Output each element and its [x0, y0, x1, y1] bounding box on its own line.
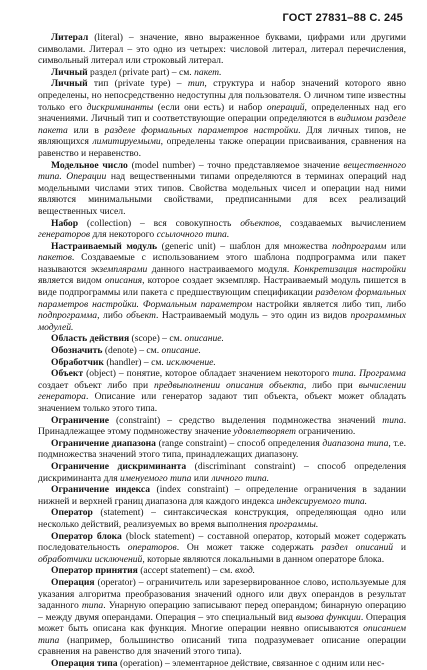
italic-term: объектов [240, 217, 280, 229]
term: Литерал [51, 32, 89, 43]
entry-text: , которые являются локальными в данном операторе блока. [142, 553, 385, 565]
italic-term: типа. Программа [332, 368, 406, 380]
italic-term: вход. [234, 565, 256, 577]
glossary-entry [38, 484, 406, 507]
italic-term: разделом формальных параметров настройки. Формальным параметром [38, 287, 406, 310]
entry-text: (statement) – синтаксическая конструкция, определяющая одно или несколько действий, реализуемых во время выполнения [38, 507, 406, 530]
italic-term: раздел описаний [321, 542, 394, 554]
term: Операция типа [51, 658, 118, 670]
italic-term: генераторов [38, 229, 91, 241]
glossary-entry [38, 160, 406, 218]
italic-term: операторов [127, 542, 177, 554]
italic-term: типа [81, 600, 104, 612]
entry-text: (constraint) – средство выделения подмножества значений [109, 414, 383, 426]
glossary-entry [38, 357, 406, 369]
entry-text: является видом [38, 275, 105, 287]
entry-text: , структура и набор значений которого явно определены, но непосредственно недоступны для пользователя. О личном типе известны только его [38, 78, 406, 113]
entry-text: (model number) – точно представляемое значение [127, 159, 344, 171]
entry-text: . Операция может быть описана как функция. Многие операции неявно описываются [38, 611, 406, 635]
italic-term: типа [382, 414, 404, 426]
glossary-entry [38, 531, 406, 566]
italic-term: предвыполнении описания объекта [154, 379, 304, 391]
entry-text: (handler) – см. [103, 356, 167, 368]
entry-text: (range constraint) – способ определения [155, 437, 323, 449]
glossary-entry [38, 333, 406, 345]
glossary-entry [38, 507, 406, 530]
italic-term: пакетов [38, 252, 72, 264]
italic-term: описания [104, 275, 143, 287]
glossary-entry [38, 345, 406, 357]
entry-text: создает объект либо при [38, 379, 155, 391]
entry-text: или [386, 240, 406, 252]
entry-text: (discriminant constraint) – способ определения дискриминанта для [38, 460, 406, 484]
italic-term: подпрограмм [332, 240, 387, 252]
term: Личный [51, 66, 88, 78]
italic-term: исключение. [166, 356, 216, 368]
italic-term: программы. [269, 518, 319, 530]
entry-text: раздел (private part) – см. [87, 66, 195, 78]
entry-text: . Унарную операцию записывают перед операндом; бинарную операцию – между двумя операндами. Операция – это специальный вид [38, 600, 406, 623]
italic-term: видимом разделе пакета [38, 113, 406, 136]
italic-term: вычислении генератора [38, 379, 407, 403]
entry-text: . Принадлежащее этому подмножеству значение [38, 414, 406, 438]
entry-text: для некоторого [90, 229, 157, 241]
entry-text: (generic unit) – шаблон для множества [157, 240, 333, 252]
entry-text: (operation) – элементарное действие, связанное с одним или нес- [117, 658, 385, 670]
entry-text: , определенных над его значениями. Личный тип и соответствующие операции определяются в [38, 101, 406, 125]
italic-term: разделе формальных параметров настройки [104, 124, 299, 136]
term: Область действия [51, 333, 130, 345]
entry-text: и [393, 542, 406, 554]
entry-text: тип (private type) – [87, 78, 188, 90]
term: Оператор блока [51, 530, 122, 542]
italic-term: вещественного типа. Операции [38, 159, 406, 183]
term: Ограничение индекса [51, 484, 151, 496]
glossary-entry [38, 658, 406, 670]
entry-text: (block statement) – составной оператор, который может содержать последовательность [38, 530, 406, 554]
entry-text: данного настраиваемого модуля. [147, 263, 294, 275]
italic-term: именуемого типа [120, 472, 192, 484]
glossary-entry [38, 438, 406, 461]
italic-term: тип [187, 78, 205, 90]
term: Ограничение диапазона [51, 437, 156, 449]
term: Личный [51, 78, 88, 90]
entry-text: . Для личных типов, не являющихся [38, 124, 406, 148]
term: Набор [51, 217, 79, 229]
entry-text: . Описание или генератор задают тип объекта, объект может обладать значением только этого типа. [38, 391, 406, 414]
entry-text: (например, большинство описаний типа подразумевает описание операции сравнения на равенство для значений этого типа). [38, 634, 406, 658]
entry-text: . Настраиваемый модуль – это один из видов [155, 310, 351, 322]
entry-text: (operator) – ограничитель или зарезервированное слово, используемые для указания алгоритма преобразования значений одного или двух операндов в результат заданного [38, 576, 406, 612]
entry-text: (index constraint) – определение ограничения в задании нижней и верхней границ диапазона для каждого индекса [38, 484, 406, 507]
entry-text: , т.е. подмножества значений этого типа, принадлежащих диапазону. [38, 437, 406, 461]
entry-text: . Он может также содержать [176, 542, 322, 554]
italic-term: описание. [184, 333, 224, 345]
term: Ограничение [51, 414, 109, 426]
entry-text: или [191, 472, 212, 484]
entry-text: настройки является либо тип, либо [252, 298, 406, 310]
term: Обозначить [51, 345, 103, 357]
glossary-entry [38, 368, 406, 414]
italic-term: пакет. [194, 66, 222, 78]
term: Оператор [51, 507, 93, 519]
italic-term: вызова функции [295, 611, 361, 623]
document-body [38, 32, 406, 670]
italic-term: лимитируемыми [92, 136, 161, 148]
entry-text: (object) – понятие, которое обладает значением некоторого [83, 368, 333, 380]
page-header: ГОСТ 27831–88 С. 245 [282, 12, 403, 24]
term: Объект [51, 368, 84, 380]
entry-text: (если они есть) и набор [153, 101, 267, 113]
glossary-entry [38, 461, 406, 484]
entry-text: (accept statement) – см. [137, 565, 235, 577]
term: Ограничение дискриминанта [51, 460, 187, 472]
italic-term: объект [126, 310, 156, 322]
entry-text: , создаваемых вычислением [279, 217, 407, 229]
entry-text: (literal) – значение, явно выраженное буквами, цифрами или другими символами. Литерал – это одно из четырех: числовой литерал, литерал перечисления, символьный литерал или строковый литерал. [38, 32, 406, 67]
italic-term: описание. [161, 345, 201, 357]
glossary-entry [38, 415, 406, 438]
glossary-entry [38, 565, 406, 577]
italic-term: операций [266, 101, 305, 113]
entry-text: или в [67, 124, 105, 136]
term: Модельное число [51, 159, 128, 171]
entry-text: (scope) – см. [129, 333, 185, 345]
entry-text: над вещественными типами определяются в терминах операций над модельными числами этих типов. Свойства модельных чисел и операции над ними являются минимальными свойствами, предписанными для всех реализаций вещественных чисел. [38, 171, 406, 217]
italic-term: программных модулей. [38, 310, 407, 333]
italic-term: Конкретизация настройки [293, 263, 407, 275]
entry-text: , либо при [303, 379, 359, 391]
term: Настраиваемый модуль [51, 240, 158, 252]
italic-term: удовлетворяет [233, 426, 296, 438]
italic-term: дискриминанты [86, 101, 154, 113]
entry-text: , либо [97, 310, 127, 322]
glossary-entry [38, 577, 406, 658]
term: Операция [51, 576, 95, 588]
glossary-entry [38, 78, 406, 159]
entry-text: , которое создает экземпляр. Настраиваемый модуль пишется в виде подпрограммы или пакета с предшествующим спецификации [38, 275, 406, 299]
entry-text: . Создаваемые с использованием этого шаблона подпрограмма или пакет называются [38, 252, 406, 275]
italic-term: экземплярами [90, 263, 148, 275]
entry-text: ограничению. [295, 426, 356, 438]
italic-term: описанием типа [38, 623, 406, 646]
italic-term: личного типа. [211, 472, 270, 484]
italic-term: индексируемого типа. [276, 495, 368, 507]
entry-text: (collection) – вся совокупность [78, 217, 241, 229]
italic-term: подпрограмма [38, 310, 98, 322]
italic-term: ссылочного типа. [156, 229, 230, 241]
glossary-entry [38, 241, 406, 334]
term: Оператор принятия [51, 565, 138, 577]
entry-text: , определены также операции присваивания, сравнения на равенство и неравенство. [38, 136, 407, 159]
glossary-entry [38, 32, 406, 67]
italic-term: обработчики исключений [38, 553, 143, 565]
glossary-entry [38, 218, 406, 241]
glossary-entry [38, 67, 406, 79]
italic-term: диапазона типа [322, 437, 389, 449]
term: Обработчик [51, 356, 104, 368]
entry-text: (denote) – см. [102, 345, 162, 357]
